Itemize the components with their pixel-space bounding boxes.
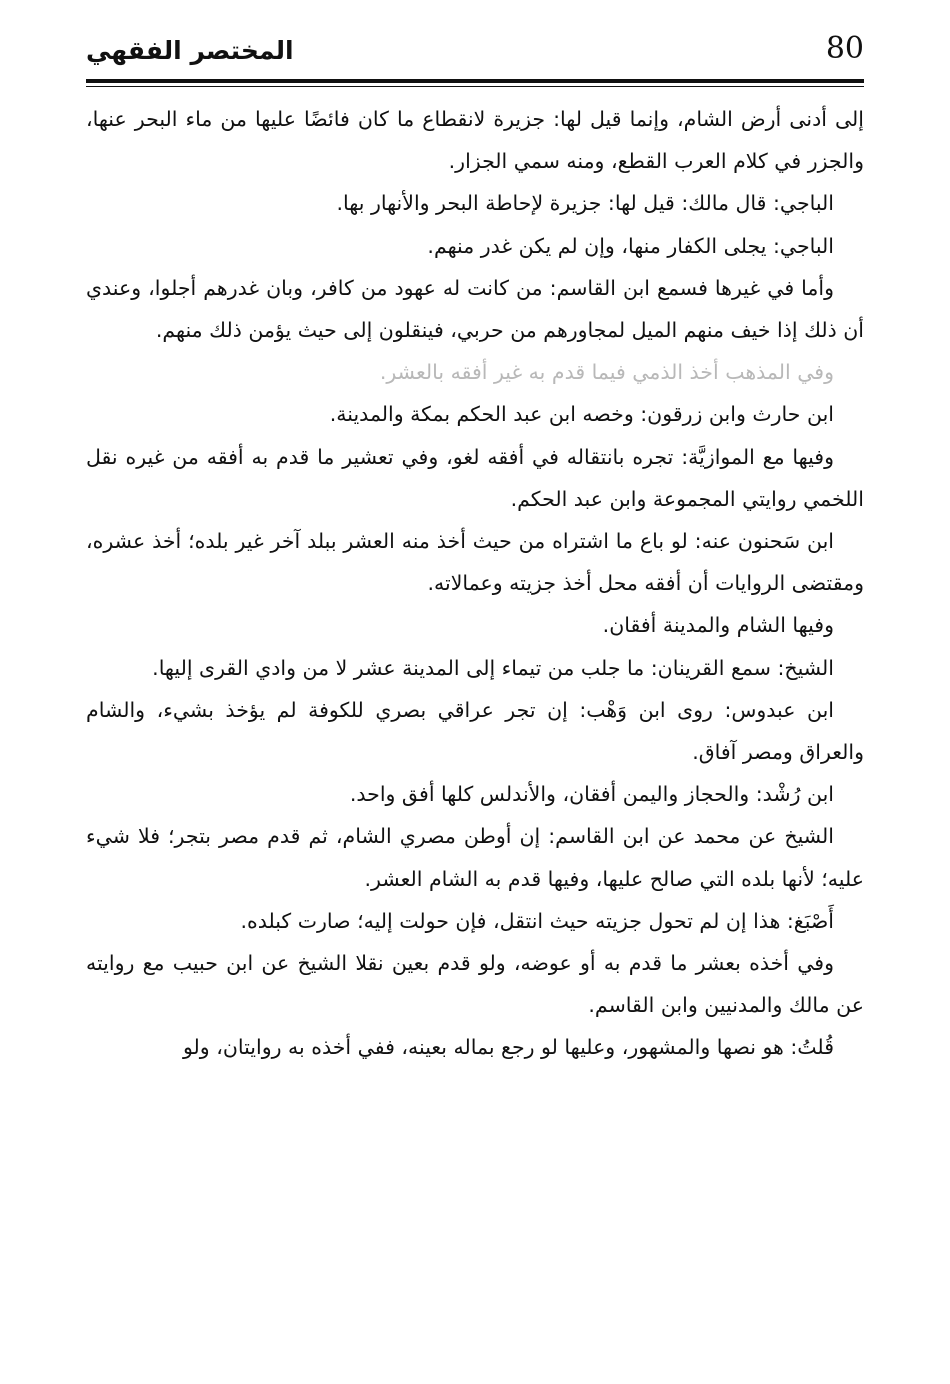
paragraph: الشيخ عن محمد عن ابن القاسم: إن أوطن مصري الشام، ثم قدم مصر بتجر؛ فلا شيء عليه؛ لأنها بلده التي صالح عليها، وفيها قدم به الشام العشر. [86,824,864,891]
paragraph: الشيخ: سمع القرينان: ما جلب من تيماء إلى المدينة عشر لا من وادي القرى إليها. [152,655,834,680]
paragraph: إلى أدنى أرض الشام، وإنما قيل لها: جزيرة لانقطاع ما كان فائضًا عليها من ماء البحر عنها، والجزر في كلام العرب القطع، ومنه سمي الجزار. [86,107,864,174]
running-title: المختصر الفقهي [86,36,294,65]
paragraph-faint: وفي المذهب أخذ الذمي فيما قدم به غير أفقه بالعشر. [379,360,834,385]
paragraph: وفيها مع الموازيَّة: تجره بانتقاله في أفقه لغو، وفي تعشير ما قدم به أفقه من غيره نقل اللخمي روايتي المجموعة وابن عبد الحكم. [86,444,864,511]
paragraph: وأما في غيرها فسمع ابن القاسم: من كانت له عهود من كافر، وبان غدرهم أجلوا، وعندي أن ذلك إذا خيف منهم الميل لمجاورهم من حربي، فينقلون إلى حيث يؤمن ذلك منهم. [86,275,864,343]
paragraph: ابن حارث وابن زرقون: وخصه ابن عبد الحكم بمكة والمدينة. [329,402,834,427]
paragraph: أَصْبَغ: هذا إن لم تحول جزيته حيث انتقل، فإن حولت إليه؛ صارت كبلده. [240,908,834,933]
paragraph: ابن رُشْد: والحجاز واليمن أفقان، والأندلس كلها أفق واحد. [349,782,834,807]
paragraph: قُلتُ: هو نصها والمشهور، وعليها لو رجع بماله بعينه، ففي أخذه به روايتان، ولو [182,1035,834,1060]
paragraph: ابن عبدوس: روى ابن وَهْب: إن تجر عراقي بصري للكوفة لم يؤخذ بشيء، والشام والعراق ومصر آفاق. [86,697,864,765]
paragraph: وفيها الشام والمدينة أفقان. [602,613,834,638]
body-text [86,98,864,1069]
paragraph: وفي أخذه بعشر ما قدم به أو عوضه، ولو قدم بعين نقلا الشيخ عن ابن حبيب مع روايته عن مالك والمدنيين وابن القاسم. [86,951,864,1018]
paragraph: الباجي: يجلى الكفار منها، وإن لم يكن غدر منهم. [427,233,834,258]
header-rule-thick [86,79,864,83]
paragraph: ابن سَحنون عنه: لو باع ما اشتراه من حيث أخذ منه العشر ببلد آخر غير بلده؛ أخذ عشره، ومقتضى الروايات أن أفقه محل أخذ جزيته وعمالاته. [86,529,864,596]
page-number: 80 [825,31,864,66]
page-header [86,28,864,78]
paragraph: الباجي: قال مالك: قيل لها: جزيرة لإحاطة البحر والأنهار بها. [336,191,834,216]
header-rule-thin [86,86,864,87]
